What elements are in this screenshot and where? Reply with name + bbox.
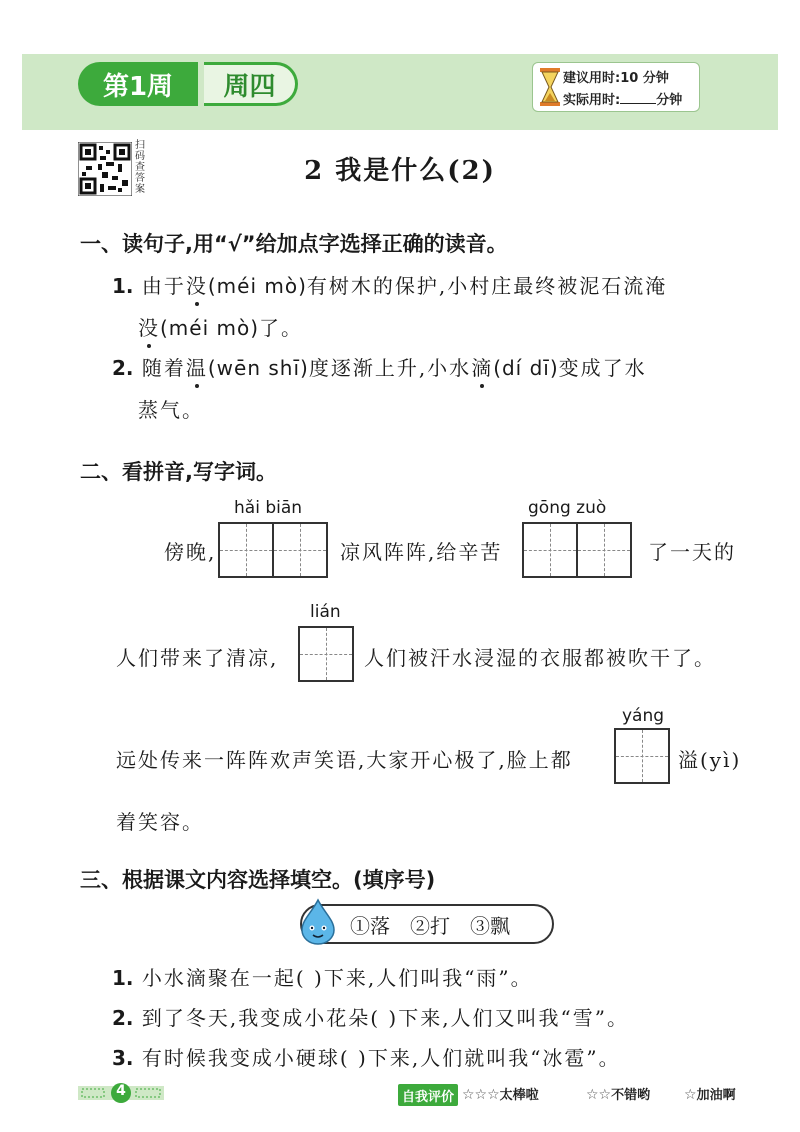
star-icon: ☆ xyxy=(684,1087,697,1103)
options-box xyxy=(300,904,554,944)
qr-label: 扫码查答案 xyxy=(135,140,145,195)
writing-cell[interactable] xyxy=(522,522,578,578)
star-icon: ☆☆☆ xyxy=(462,1087,500,1103)
writing-cell[interactable] xyxy=(272,522,328,578)
writing-cell[interactable] xyxy=(614,728,670,784)
water-drop-mascot-icon xyxy=(298,898,338,946)
pinyin-lian: lián xyxy=(310,602,341,622)
section1-title: 一、读句子,用“√”给加点字选择正确的读音。 xyxy=(80,232,508,256)
s2-line1-a: 傍晚, xyxy=(164,540,217,564)
pinyin-haibian: hǎi biān xyxy=(234,498,303,518)
s2-line4: 着笑容。 xyxy=(116,810,204,834)
section2-title: 二、看拼音,写字词。 xyxy=(80,460,277,484)
s1-q1-line1: 1. 由于没(méi mò)有树木的保护,小村庄最终被泥石流淹 xyxy=(112,274,668,298)
pinyin-gongzuo: gōng zuò xyxy=(528,498,607,518)
week-tab: 第1周 xyxy=(78,62,198,106)
option-3: ③飘 xyxy=(470,913,510,938)
s2-line1-b: 凉风阵阵,给辛苦 xyxy=(340,540,503,564)
actual-time: 实际用时: 分钟 xyxy=(563,93,683,108)
s3-q3: 3. 有时候我变成小硬球( )下来,人们就叫我“冰雹”。 xyxy=(112,1046,621,1070)
s3-q2: 2. 到了冬天,我变成小花朵( )下来,人们又叫我“雪”。 xyxy=(112,1006,630,1030)
hourglass-icon xyxy=(538,67,562,107)
rating-great[interactable]: ☆☆☆太棒啦 xyxy=(462,1087,539,1103)
lesson-title: 2 我是什么(2) xyxy=(304,156,496,186)
answer-grid-lian[interactable] xyxy=(298,626,354,682)
writing-cell[interactable] xyxy=(298,626,354,682)
self-eval-label: 自我评价 xyxy=(398,1084,458,1106)
rating-good[interactable]: ☆☆不错哟 xyxy=(586,1087,651,1103)
answer-grid-yang[interactable] xyxy=(614,728,670,784)
s2-line1-c: 了一天的 xyxy=(648,540,736,564)
writing-cell[interactable] xyxy=(218,522,274,578)
answer-grid-haibian[interactable] xyxy=(218,522,328,578)
section3-title: 三、根据课文内容选择填空。(填序号) xyxy=(80,868,436,892)
s1-q2-line1: 2. 随着温(wēn shī)度逐渐上升,小水滴(dí dī)变成了水 xyxy=(112,356,647,380)
answer-grid-gongzuo[interactable] xyxy=(522,522,632,578)
star-icon: ☆☆ xyxy=(586,1087,612,1103)
day-tab: 周四 xyxy=(204,62,298,106)
s2-line3-a: 远处传来一阵阵欢声笑语,大家开心极了,脸上都 xyxy=(116,748,573,772)
s1-q2-line2: 蒸气。 xyxy=(138,398,204,422)
rating-try[interactable]: ☆加油啊 xyxy=(684,1087,736,1103)
option-2: ②打 xyxy=(410,913,450,938)
s1-q1-line2: 没(méi mò)了。 xyxy=(138,316,304,340)
pinyin-yang: yáng xyxy=(622,706,665,726)
suggested-time: 建议用时:10 分钟 xyxy=(563,71,669,86)
s2-line3-b: 溢(yì) xyxy=(678,748,742,772)
s3-q1: 1. 小水滴聚在一起( )下来,人们叫我“雨”。 xyxy=(112,966,533,990)
page-number: 4 xyxy=(116,1083,126,1099)
s2-line2-a: 人们带来了清凉, xyxy=(116,646,279,670)
writing-cell[interactable] xyxy=(576,522,632,578)
s2-line2-b: 人们被汗水浸湿的衣服都被吹干了。 xyxy=(364,646,716,670)
option-1: ①落 xyxy=(350,913,390,938)
